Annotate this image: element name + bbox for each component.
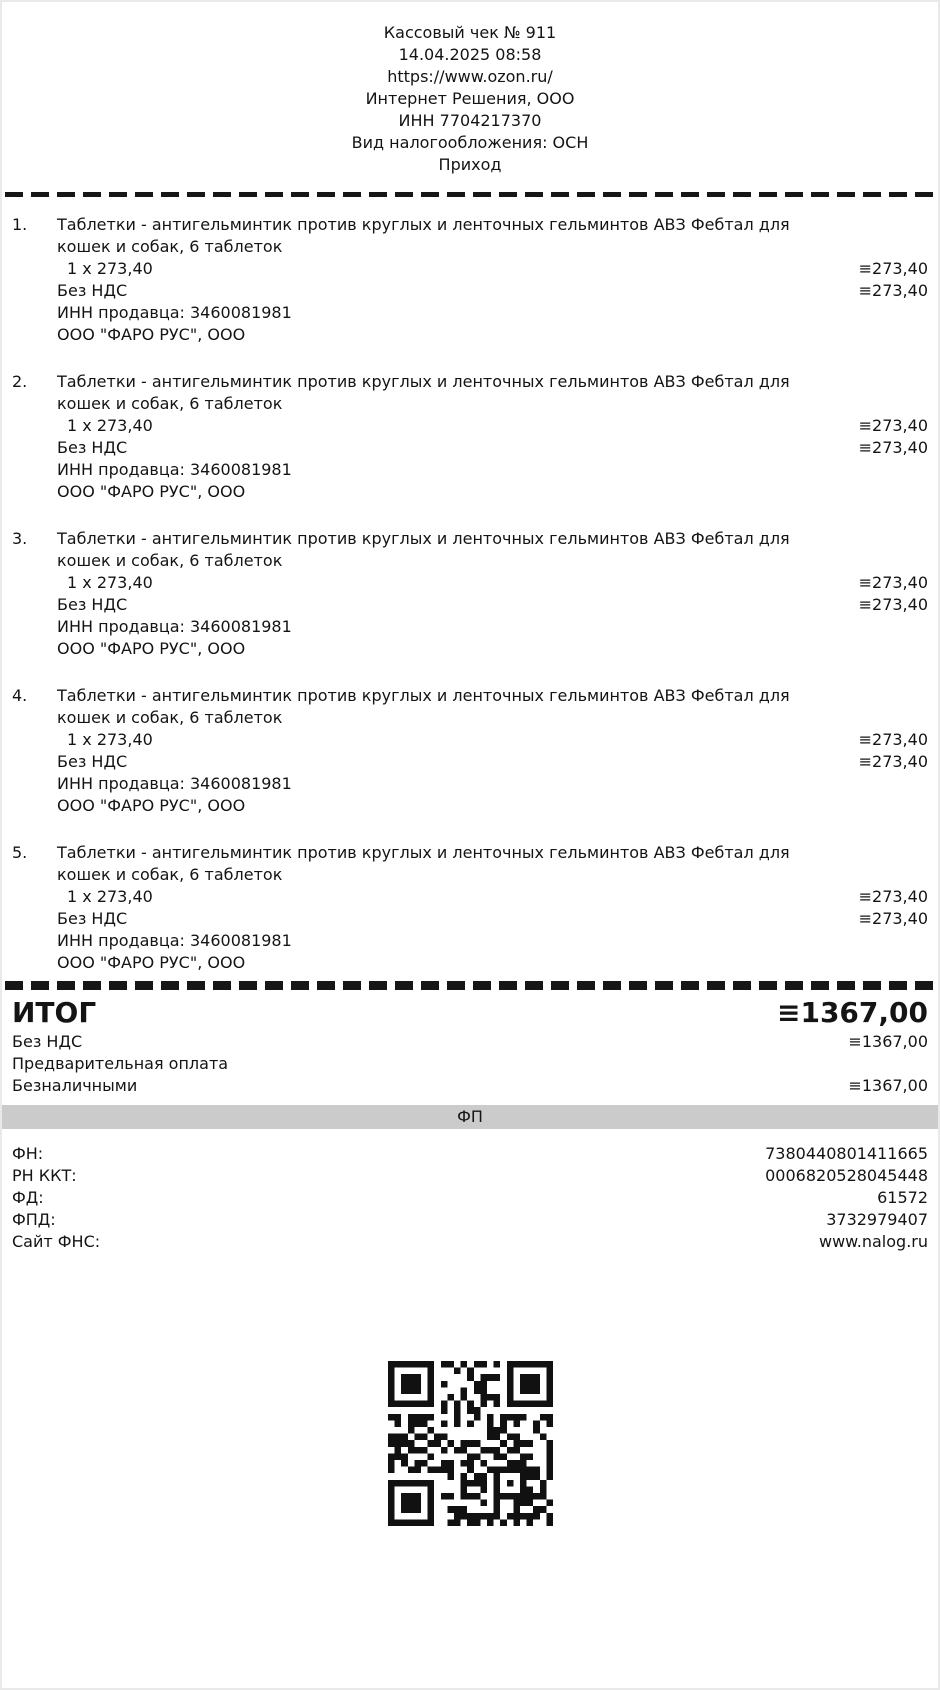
header-line: Интернет Решения, ООО (365, 89, 575, 108)
item-qty-price: 1 x 273,40 (67, 573, 153, 592)
totals-row-label: Предварительная оплата (12, 1054, 229, 1073)
total-amount: ≡1367,00 (777, 996, 928, 1029)
item-seller-name: ООО "ФАРО РУС", ООО (57, 482, 246, 501)
qr-code-icon (388, 1361, 553, 1526)
fiscal-label: ФД: (12, 1188, 44, 1207)
item-vat-label: Без НДС (57, 438, 128, 457)
item-seller-name: ООО "ФАРО РУС", ООО (57, 796, 246, 815)
item (12, 842, 928, 974)
totals-row (12, 1075, 928, 1097)
item-name: Таблетки - антигельминтик против круглых и ленточных гельминтов АВЗ Фебтал для кошек и собак, 6 таблеток (57, 372, 790, 413)
fiscal-row (12, 1187, 928, 1209)
totals-row-label: Без НДС (12, 1032, 83, 1051)
item-vat-amount: ≡273,40 (858, 909, 928, 928)
fiscal-label: ФН: (12, 1144, 44, 1163)
totals-row-label: Безналичными (12, 1076, 138, 1095)
fiscal-row (12, 1143, 928, 1165)
header-line: 14.04.2025 08:58 (398, 45, 542, 64)
item-number: 1. (12, 215, 28, 234)
item-number: 3. (12, 529, 28, 548)
fiscal-row (12, 1209, 928, 1231)
item (12, 371, 928, 503)
header-line: Кассовый чек № 911 (383, 23, 557, 42)
fiscal-value: www.nalog.ru (818, 1232, 928, 1251)
fiscal-label: РН ККТ: (12, 1166, 77, 1185)
item-vat-amount: ≡273,40 (858, 281, 928, 300)
item-amount: ≡273,40 (858, 730, 928, 749)
total-label: ИТОГ (12, 996, 97, 1029)
item-name: Таблетки - антигельминтик против круглых и ленточных гельминтов АВЗ Фебтал для кошек и собак, 6 таблеток (57, 215, 790, 256)
item-seller-name: ООО "ФАРО РУС", ООО (57, 325, 246, 344)
fiscal-section (2, 1143, 938, 1253)
item-name: Таблетки - антигельминтик против круглых и ленточных гельминтов АВЗ Фебтал для кошек и собак, 6 таблеток (57, 843, 790, 884)
totals-row-value: ≡1367,00 (848, 1076, 928, 1095)
separator-bold-dashed (5, 981, 935, 990)
item-vat-label: Без НДС (57, 595, 128, 614)
item-seller-inn: ИНН продавца: 3460081981 (57, 460, 292, 479)
fp-bar (2, 1105, 938, 1129)
item-vat-amount: ≡273,40 (858, 595, 928, 614)
item (12, 528, 928, 660)
header-line: Приход (438, 155, 502, 174)
item-qty-price: 1 x 273,40 (67, 887, 153, 906)
item (12, 685, 928, 817)
item-vat-label: Без НДС (57, 752, 128, 771)
fiscal-label: ФПД: (12, 1210, 56, 1229)
item-qty-price: 1 x 273,40 (67, 259, 153, 278)
header-line: https://www.ozon.ru/ (387, 67, 553, 86)
header-line: Вид налогообложения: ОСН (351, 133, 589, 152)
totals-row (12, 1031, 928, 1053)
item-vat-label: Без НДС (57, 909, 128, 928)
item-vat-label: Без НДС (57, 281, 128, 300)
total-row (2, 995, 938, 1031)
item-amount: ≡273,40 (858, 887, 928, 906)
item-amount: ≡273,40 (858, 416, 928, 435)
fiscal-value: 61572 (877, 1188, 928, 1207)
receipt-header (2, 2, 938, 176)
item-qty-price: 1 x 273,40 (67, 416, 153, 435)
fp-label: ФП (457, 1107, 483, 1126)
separator-dashed (5, 192, 935, 197)
item-number: 5. (12, 843, 28, 862)
fiscal-value: 7380440801411665 (765, 1144, 928, 1163)
item-name: Таблетки - антигельминтик против круглых и ленточных гельминтов АВЗ Фебтал для кошек и собак, 6 таблеток (57, 529, 790, 570)
item-qty-price: 1 x 273,40 (67, 730, 153, 749)
item-seller-name: ООО "ФАРО РУС", ООО (57, 639, 246, 658)
item-vat-amount: ≡273,40 (858, 438, 928, 457)
item-number: 2. (12, 372, 28, 391)
totals-row (12, 1053, 928, 1075)
qr-code-wrap (2, 1361, 938, 1530)
fiscal-label: Сайт ФНС: (12, 1232, 101, 1251)
fiscal-value: 0006820528045448 (765, 1166, 928, 1185)
item (12, 214, 928, 346)
item-name: Таблетки - антигельминтик против круглых и ленточных гельминтов АВЗ Фебтал для кошек и собак, 6 таблеток (57, 686, 790, 727)
item-number: 4. (12, 686, 28, 705)
item-amount: ≡273,40 (858, 259, 928, 278)
item-seller-inn: ИНН продавца: 3460081981 (57, 303, 292, 322)
totals-row-value: ≡1367,00 (848, 1032, 928, 1051)
item-seller-name: ООО "ФАРО РУС", ООО (57, 953, 246, 972)
fiscal-row (12, 1165, 928, 1187)
item-seller-inn: ИНН продавца: 3460081981 (57, 931, 292, 950)
item-vat-amount: ≡273,40 (858, 752, 928, 771)
fiscal-row (12, 1231, 928, 1253)
fiscal-value: 3732979407 (826, 1210, 928, 1229)
item-amount: ≡273,40 (858, 573, 928, 592)
item-seller-inn: ИНН продавца: 3460081981 (57, 617, 292, 636)
totals-section (2, 1031, 938, 1097)
header-line: ИНН 7704217370 (398, 111, 542, 130)
item-seller-inn: ИНН продавца: 3460081981 (57, 774, 292, 793)
item-list (2, 214, 938, 974)
